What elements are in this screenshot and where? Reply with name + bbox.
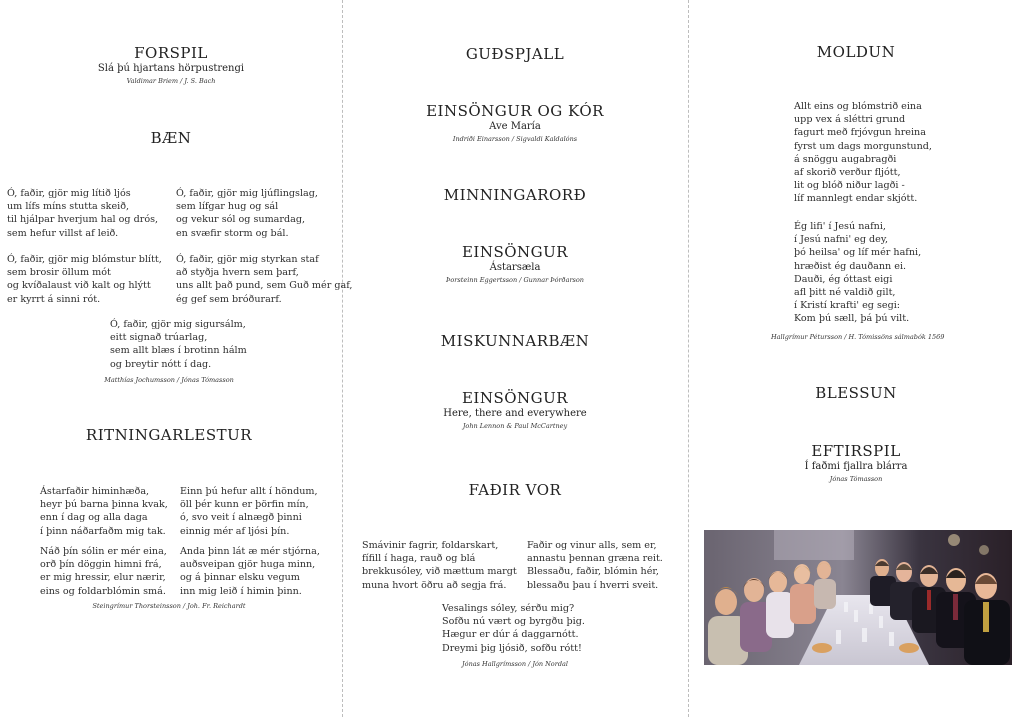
einsongur2-subtitle: Here, there and everywhere bbox=[443, 408, 587, 419]
blessun-title: BLESSUN bbox=[815, 384, 897, 402]
fadir-vor-stanza-1: Smávinir fagrir, foldarskart, fífill í haga, rauð og blá brekkusóley, við mættum margt muna hvort öðru að segja frá. bbox=[362, 540, 517, 591]
gudspjall-title: GUÐSPJALL bbox=[465, 45, 565, 63]
group-photo bbox=[704, 530, 1012, 665]
baen-title: BÆN bbox=[150, 129, 192, 147]
eftirspil-subtitle: Í faðmi fjallra blárra bbox=[804, 461, 908, 472]
forspil-credit: Valdimar Briem / J. S. Bach bbox=[126, 77, 216, 85]
section-einsongur-2 bbox=[342, 389, 688, 430]
forspil-title: FORSPIL bbox=[134, 44, 208, 62]
fadir-vor-credit: Jónas Hallgrímsson / Jón Nordal bbox=[462, 660, 568, 668]
section-eftirspil bbox=[688, 442, 1024, 483]
moldun-title: MOLDUN bbox=[816, 43, 896, 61]
section-einsongur-kor bbox=[342, 102, 688, 143]
group-photo-image bbox=[704, 530, 1012, 665]
moldun-credit: Hallgrímur Pétursson / H. Tómissöns sálmabók 1569 bbox=[771, 333, 945, 341]
eftirspil-title: EFTIRSPIL bbox=[811, 442, 901, 460]
einsongur1-credit: Þorsteinn Eggertsson / Gunnar Þórðarson bbox=[446, 276, 584, 284]
einsongur-kor-subtitle: Ave María bbox=[489, 121, 541, 132]
einsongur2-title: EINSÖNGUR bbox=[461, 389, 569, 407]
section-forspil bbox=[0, 44, 342, 85]
miskunnarbaen-title: MISKUNNARBÆN bbox=[440, 332, 590, 350]
einsongur2-credit: John Lennon & Paul McCartney bbox=[462, 422, 568, 430]
fadir-vor-stanza-2: Faðir og vinur alls, sem er, annastu þennan græna reit. Blessaðu, faðir, blómin hér, blessaðu þau í hverri sveit. bbox=[527, 540, 663, 591]
column-left bbox=[0, 0, 353, 717]
eftirspil-credit: Jónas Tómasson bbox=[829, 475, 883, 483]
fadir-vor-title: FAÐIR VOR bbox=[468, 481, 562, 499]
ritning-stanza-1: Ástarfaðir himinhæða, heyr þú barna þinna kvak, enn í dag og alla daga í þinn náðarfaðm mig tak. bbox=[40, 486, 168, 537]
baen-credit: Matthías Jochumsson / Jónas Tómasson bbox=[104, 376, 234, 384]
einsongur1-subtitle: Ástarsæla bbox=[489, 262, 541, 273]
baen-stanza-2: Ó, faðir, gjör mig ljúflingslag, sem lífgar hug og sál og vekur sól og sumardag, en svæfir storm og bál. bbox=[176, 188, 318, 239]
minningarord-title: MINNINGARORÐ bbox=[443, 186, 587, 204]
moldun-stanza-2: Ég lifi' í Jesú nafni, í Jesú nafni' eg dey, þó heilsa' og líf mér hafni, hræðist ég dauðann ei. Dauði, ég óttast eigi afl þitt né valdið gilt, í Kristí krafti' eg segi: Kom þú sæll, þá þú vilt. bbox=[794, 221, 922, 325]
column-middle bbox=[342, 0, 688, 717]
ritning-credit: Steingrímur Thorsteinsson / Joh. Fr. Reichardt bbox=[92, 602, 246, 610]
baen-stanza-1: Ó, faðir, gjör mig lítið ljós um lífs míns stutta skeið, til hjálpar hverjum hal og drós, sem hefur villst af leið. bbox=[7, 188, 159, 239]
einsongur-kor-title: EINSÖNGUR OG KÓR bbox=[426, 102, 604, 120]
forspil-subtitle: Slá þú hjartans hörpustrengi bbox=[97, 63, 245, 74]
fadir-vor-stanza-3: Vesalings sóley, sérðu mig? Sofðu nú vært og byrgðu þig. Hægur er dúr á daggarnótt. Dreymi þig ljósið, sofðu rótt! bbox=[442, 603, 585, 654]
ritning-title: RITNINGARLESTUR bbox=[85, 426, 253, 444]
section-einsongur-1 bbox=[342, 243, 688, 284]
baen-stanza-5: Ó, faðir, gjör mig sigursálm, eitt signað trúarlag, sem allt blæs í brotinn hálm og breytir nótt í dag. bbox=[110, 319, 247, 370]
ritning-stanza-3: Náð þín sólin er mér eina, orð þín döggin himni frá, er mig hressir, elur nærir, eins og foldarblómin smá. bbox=[40, 546, 167, 597]
ritning-stanza-2: Einn þú hefur allt í höndum, öll þér kunn er þörfin mín, ó, svo veit í alnægð þinni einnig mér af ljósi þín. bbox=[180, 486, 318, 537]
einsongur1-title: EINSÖNGUR bbox=[461, 243, 569, 261]
baen-stanza-4: Ó, faðir, gjör mig styrkan staf að styðja hvern sem þarf, uns allt það pund, sem Guð mér gaf, ég gef sem bróðurarf. bbox=[176, 254, 353, 305]
moldun-stanza-1: Allt eins og blómstrið eina upp vex á sléttri grund fagurt með frjóvgun hreina fyrst um dags morgunstund, á snöggu augabragði af skorið verður fljótt, lit og blóð niður lagði - líf mannlegt endar skjótt. bbox=[794, 101, 932, 205]
ritning-stanza-4: Anda þinn lát æ mér stjórna, auðsveipan gjör huga minn, og á þinnar elsku vegum inn mig leið í himin þinn. bbox=[180, 546, 320, 597]
baen-stanza-3: Ó, faðir, gjör mig blómstur blítt, sem brosir öllum mót og kvíðalaust við kalt og hlýtt er kyrrt á sinni rót. bbox=[7, 254, 162, 305]
einsongur-kor-credit: Indriði Einarsson / Sigvaldi Kaldalóns bbox=[452, 135, 578, 143]
